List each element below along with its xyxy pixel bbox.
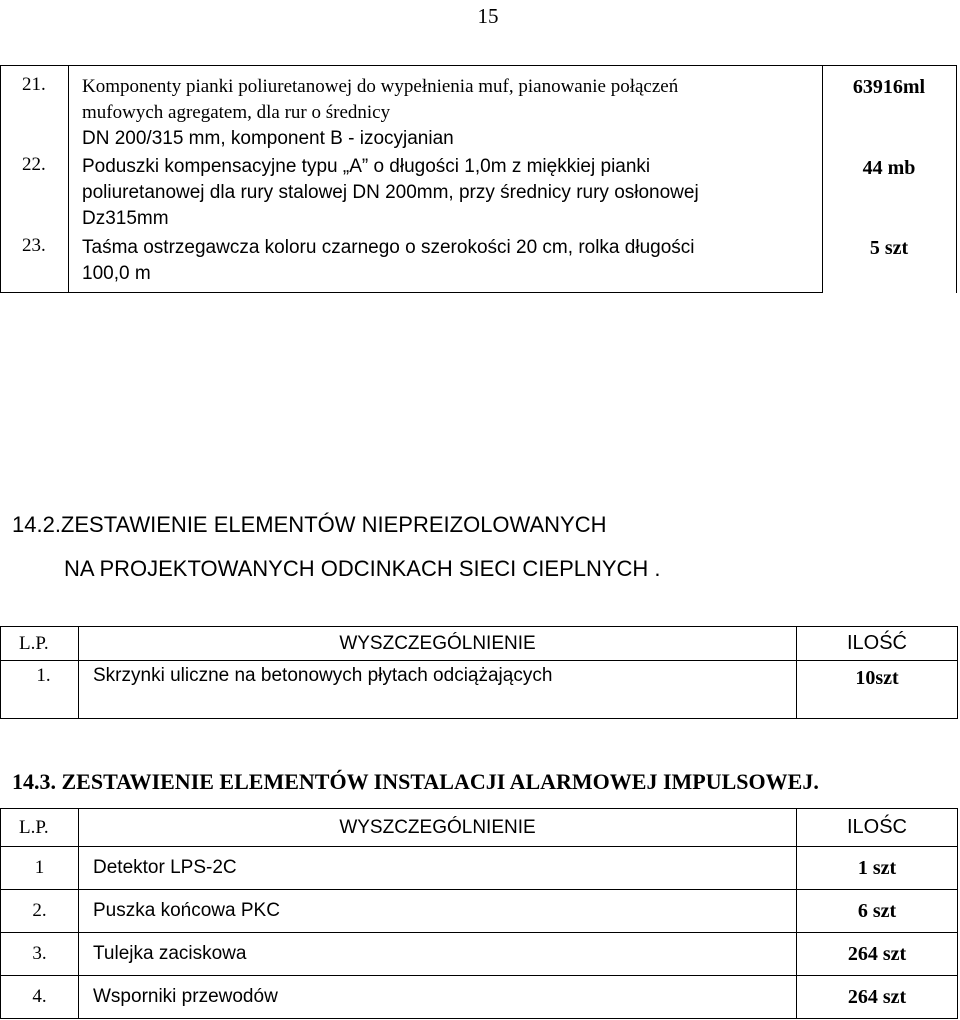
row-number: 21. xyxy=(22,74,46,95)
header-lp: L.P. xyxy=(1,627,79,661)
row-description xyxy=(82,154,817,232)
section-title-line: 14.2.ZESTAWIENIE ELEMENTÓW NIEPREIZOLOWANYCH xyxy=(12,512,607,537)
table-row xyxy=(1,661,958,719)
header-quantity: ILOŚC xyxy=(797,809,958,847)
header-lp: L.P. xyxy=(1,809,79,847)
non-insulated-elements-table xyxy=(0,626,958,719)
table-row xyxy=(1,847,958,890)
description-line: Komponenty pianki poliuretanowej do wypełnienia muf, pianowanie połączeń xyxy=(82,76,679,97)
description-line: mufowych agregatem, dla rur o średnicy xyxy=(82,102,391,123)
table-row xyxy=(1,933,958,976)
page-number: 15 xyxy=(477,4,499,28)
table-row xyxy=(1,976,958,1019)
row-description: Wsporniki przewodów xyxy=(79,976,797,1019)
row-quantity: 6 szt xyxy=(797,890,958,933)
row-lp: 3. xyxy=(1,933,79,976)
row-quantity: 264 szt xyxy=(797,976,958,1019)
section-heading-continued xyxy=(64,556,661,582)
table-header-row xyxy=(1,809,958,847)
header-quantity: ILOŚĆ xyxy=(797,627,958,661)
column-divider-num xyxy=(68,65,69,293)
row-description: Tulejka zaciskowa xyxy=(79,933,797,976)
row-quantity: 44 mb xyxy=(862,157,916,179)
description-line: poliuretanowej dla rury stalowej DN 200mm, przy średnicy rury osłonowej xyxy=(82,182,699,203)
header-description: WYSZCZEGÓLNIENIE xyxy=(79,809,797,847)
row-quantity: 63916ml xyxy=(852,76,926,98)
row-quantity: 5 szt xyxy=(869,237,909,259)
row-lp: 4. xyxy=(1,976,79,1019)
alarm-installation-table xyxy=(0,808,958,1019)
row-description: Skrzynki uliczne na betonowych płytach odciążających xyxy=(79,661,797,719)
section-heading xyxy=(12,512,607,538)
section-title: 14.3. ZESTAWIENIE ELEMENTÓW INSTALACJI ALARMOWEJ IMPULSOWEJ. xyxy=(12,769,819,794)
section-title-line: NA PROJEKTOWANYCH ODCINKACH SIECI CIEPLNYCH . xyxy=(64,556,661,581)
section-heading xyxy=(12,769,819,795)
header-description: WYSZCZEGÓLNIENIE xyxy=(79,627,797,661)
row-number: 23. xyxy=(22,235,46,256)
row-description: Puszka końcowa PKC xyxy=(79,890,797,933)
row-description xyxy=(82,235,817,287)
row-lp: 1 xyxy=(1,847,79,890)
table-border-top xyxy=(0,65,957,66)
row-quantity: 264 szt xyxy=(797,933,958,976)
table-border-right xyxy=(956,65,957,293)
materials-table-continued xyxy=(0,65,957,293)
table-border-left xyxy=(0,65,1,293)
description-line: Poduszki kompensacyjne typu „A” o długości 1,0m z miękkiej pianki xyxy=(82,156,651,177)
table-header-row xyxy=(1,627,958,661)
row-quantity: 10szt xyxy=(797,661,958,719)
description-line: Dz315mm xyxy=(82,208,169,229)
row-description xyxy=(82,74,817,152)
row-quantity: 1 szt xyxy=(797,847,958,890)
description-line: DN 200/315 mm, komponent B - izocyjanian xyxy=(82,128,454,149)
description-line: Taśma ostrzegawcza koloru czarnego o szerokości 20 cm, rolka długości xyxy=(82,237,695,258)
row-lp: 2. xyxy=(1,890,79,933)
row-lp: 1. xyxy=(1,661,79,719)
table-border-bottom xyxy=(0,292,823,293)
table-row xyxy=(1,890,958,933)
row-description: Detektor LPS-2C xyxy=(79,847,797,890)
row-number: 22. xyxy=(22,154,46,175)
description-line: 100,0 m xyxy=(82,263,151,284)
